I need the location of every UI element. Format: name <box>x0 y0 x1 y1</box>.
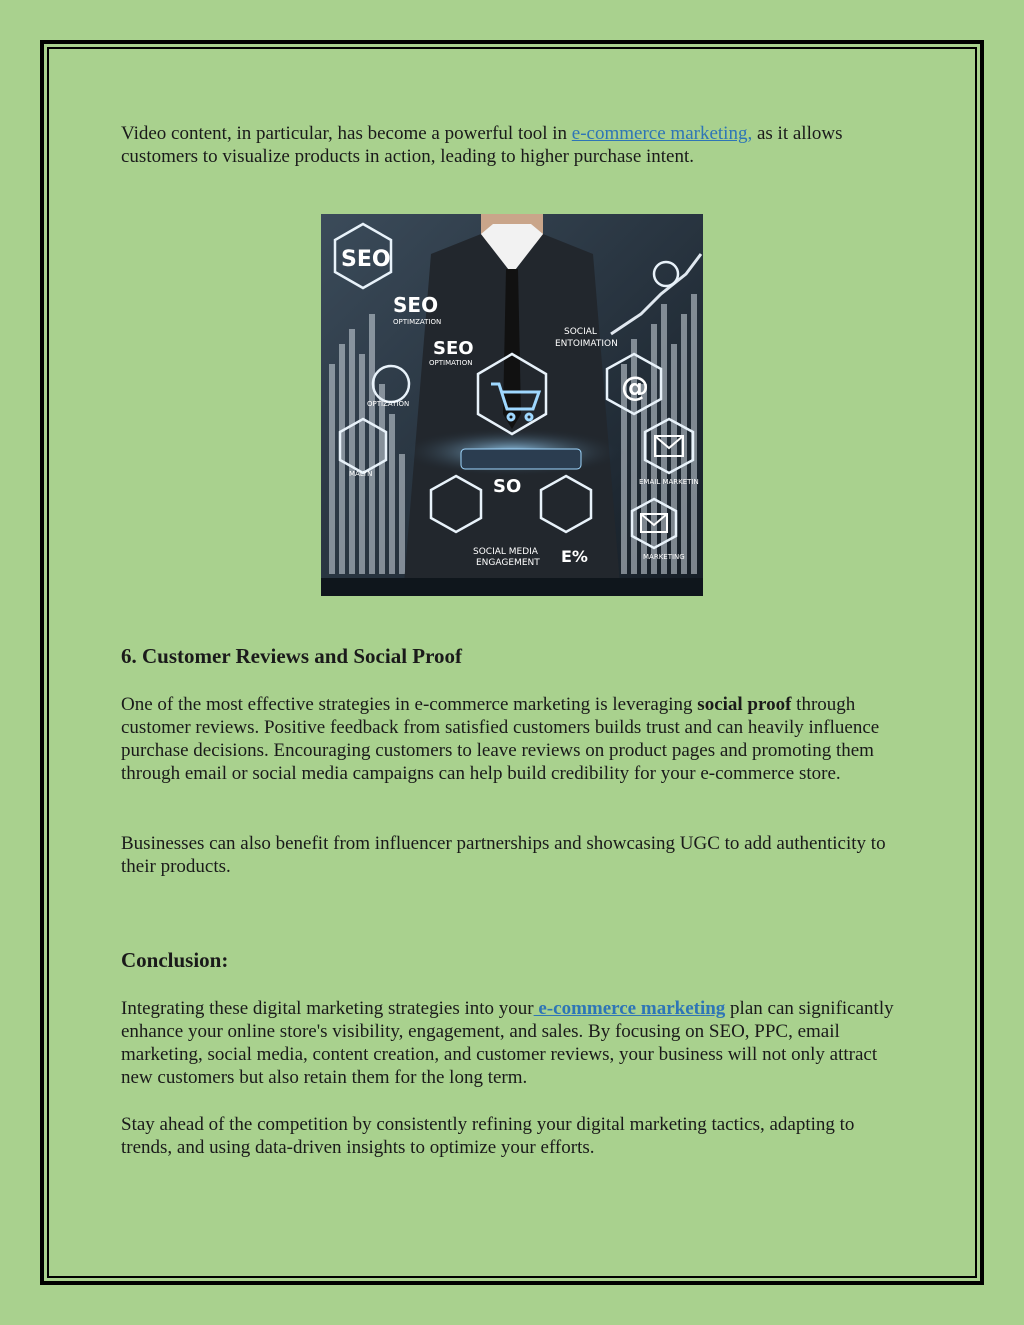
conclusion-paragraph-2: Stay ahead of the competition by consistently refining your digital marketing tactics, adapting to trends, and using data-driven insights to optimize your efforts. <box>121 1114 855 1158</box>
intro-text-after: as it allows customers to visualize products in action, leading to higher purchase intent. <box>121 123 843 167</box>
e-percent-label: E% <box>561 547 588 566</box>
marketing-label: MARKETING <box>643 553 685 561</box>
optization-label: OPTIZATION <box>367 400 410 408</box>
seo-label-1: SEO <box>341 247 391 272</box>
ecommerce-marketing-link[interactable]: e-commerce marketing, <box>571 123 753 144</box>
axis-strip <box>321 578 703 596</box>
conclusion-text-after: plan can significantly enhance your online store's visibility, engagement, and sales. By focusing on SEO, PPC, email marketing, social media, content creation, and customer reviews, your business will not only attract new customers but also retain them for the long term. <box>121 998 894 1088</box>
section-6-paragraph-1 <box>121 693 906 785</box>
s6-text-after: through customer reviews. Positive feedback from satisfied customers builds trust and can heavily influence purchase decisions. Encouraging customers to leave reviews on product pages and promoting them through email or social media campaigns can help build credibility for your e-commerce store. <box>121 694 880 784</box>
social-sub-label: ENTOIMATION <box>555 339 618 349</box>
email-marketing-label: EMAIL MARKETIN <box>639 478 699 486</box>
engagement-label: ENGAGEMENT <box>476 558 540 568</box>
intro-text-before: Video content, in particular, has become a powerful tool in <box>121 123 572 144</box>
seo-sub-2: OPTIMZATION <box>393 318 442 326</box>
section-6-heading: 6. Customer Reviews and Social Proof <box>121 644 463 668</box>
conclusion-heading: Conclusion: <box>121 948 229 972</box>
intro-paragraph <box>121 122 906 168</box>
seo-label-2: SEO <box>393 293 439 317</box>
social-proof-bold: social proof <box>697 694 792 715</box>
conclusion-paragraph-1 <box>121 997 906 1089</box>
section-6-paragraph-2: Businesses can also benefit from influencer partnerships and showcasing UGC to add authenticity to their products. <box>121 833 886 877</box>
conclusion-text-before: Integrating these digital marketing strategies into your <box>121 998 534 1019</box>
malyn-label: MALYN <box>349 470 373 478</box>
s6-text-before: One of the most effective strategies in e-commerce marketing is leveraging <box>121 694 698 715</box>
seo-sub-3: OPTIMATION <box>429 359 473 367</box>
social-label: SOCIAL <box>564 327 597 337</box>
seo-label-3: SEO <box>433 338 474 359</box>
social-media-label: SOCIAL MEDIA <box>473 547 538 557</box>
so-label: SO <box>493 476 522 497</box>
ecommerce-marketing-link-2[interactable]: e-commerce marketing <box>533 998 726 1019</box>
businessman <box>403 214 621 596</box>
at-icon: @ <box>621 370 649 403</box>
marketing-illustration <box>321 214 703 596</box>
